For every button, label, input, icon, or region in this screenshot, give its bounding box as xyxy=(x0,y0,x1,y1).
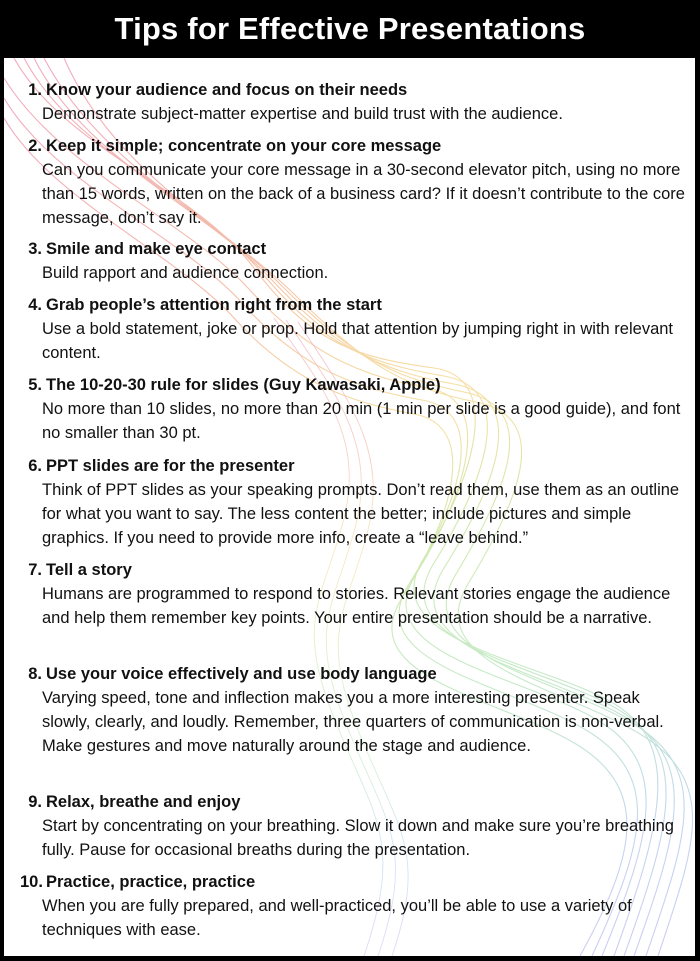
tip-number: 10. xyxy=(20,873,43,891)
tip-10 xyxy=(20,870,690,942)
tip-title: Tell a story xyxy=(46,561,132,579)
tip-3 xyxy=(20,237,690,285)
tip-body: Start by concentrating on your breathing. Slow it down and make sure you’re breathing fully. Pause for occasional breaths during the presentation. xyxy=(42,817,674,859)
tip-heading xyxy=(20,870,690,894)
tip-heading xyxy=(20,134,690,158)
tip-heading xyxy=(20,78,690,102)
tip-heading xyxy=(20,558,690,582)
tip-8 xyxy=(20,662,690,758)
tip-body: When you are fully prepared, and well-practiced, you’ll be able to use a variety of techniques with ease. xyxy=(42,897,632,939)
tip-1 xyxy=(20,78,690,126)
tip-number: 5. xyxy=(28,376,42,394)
tip-number: 3. xyxy=(28,240,42,258)
tip-number: 8. xyxy=(28,665,42,683)
tip-heading xyxy=(20,662,690,686)
tip-number: 4. xyxy=(28,296,42,314)
tip-body: Humans are programmed to respond to stories. Relevant stories engage the audience and help them remember key points. Your entire presentation should be a narrative. xyxy=(42,585,671,627)
tip-heading xyxy=(20,373,690,397)
tip-number: 9. xyxy=(28,793,42,811)
page-title: Tips for Effective Presentations xyxy=(114,11,586,46)
tip-title: PPT slides are for the presenter xyxy=(46,457,295,475)
tip-number: 1. xyxy=(28,81,42,99)
tip-2 xyxy=(20,134,690,230)
tip-heading xyxy=(20,237,690,261)
tip-title: The 10-20-30 rule for slides (Guy Kawasaki, Apple) xyxy=(46,376,441,394)
tip-7 xyxy=(20,558,690,630)
tip-heading xyxy=(20,790,690,814)
tip-title: Relax, breathe and enjoy xyxy=(46,793,241,811)
tip-number: 6. xyxy=(28,457,42,475)
tip-title: Practice, practice, practice xyxy=(46,873,256,891)
tip-title: Keep it simple; concentrate on your core message xyxy=(46,137,442,155)
tip-body: Demonstrate subject-matter expertise and build trust with the audience. xyxy=(42,105,563,123)
tip-title: Know your audience and focus on their needs xyxy=(46,81,408,99)
tip-6 xyxy=(20,454,690,550)
tip-9 xyxy=(20,790,690,862)
tip-body: Can you communicate your core message in a 30-second elevator pitch, using no more than 15 words, written on the back of a business card? If it doesn’t contribute to the core message, don’t say it. xyxy=(42,161,685,227)
tip-number: 2. xyxy=(28,137,42,155)
tips-panel xyxy=(4,58,695,956)
tip-heading xyxy=(20,293,690,317)
tip-heading xyxy=(20,454,690,478)
tip-body: Varying speed, tone and inflection makes you a more interesting presenter. Speak slowly, clearly, and loudly. Remember, three quarters of communication is non-verbal. Make gestures and move naturally around the stage and audience. xyxy=(42,689,664,755)
tip-title: Grab people’s attention right from the start xyxy=(46,296,382,314)
tip-title: Use your voice effectively and use body language xyxy=(46,665,437,683)
tip-title: Smile and make eye contact xyxy=(46,240,267,258)
tip-number: 7. xyxy=(28,561,42,579)
tip-body: Use a bold statement, joke or prop. Hold that attention by jumping right in with relevant content. xyxy=(42,320,674,362)
tip-body: Build rapport and audience connection. xyxy=(42,264,329,282)
tip-body: Think of PPT slides as your speaking prompts. Don’t read them, use them as an outline for what you want to say. The less content the better; include pictures and simple graphics. If you need to provide more info, create a “leave behind.” xyxy=(42,481,680,547)
tip-4 xyxy=(20,293,690,365)
tip-body: No more than 10 slides, no more than 20 min (1 min per slide is a good guide), and font no smaller than 30 pt. xyxy=(42,400,681,442)
tip-5 xyxy=(20,373,690,445)
